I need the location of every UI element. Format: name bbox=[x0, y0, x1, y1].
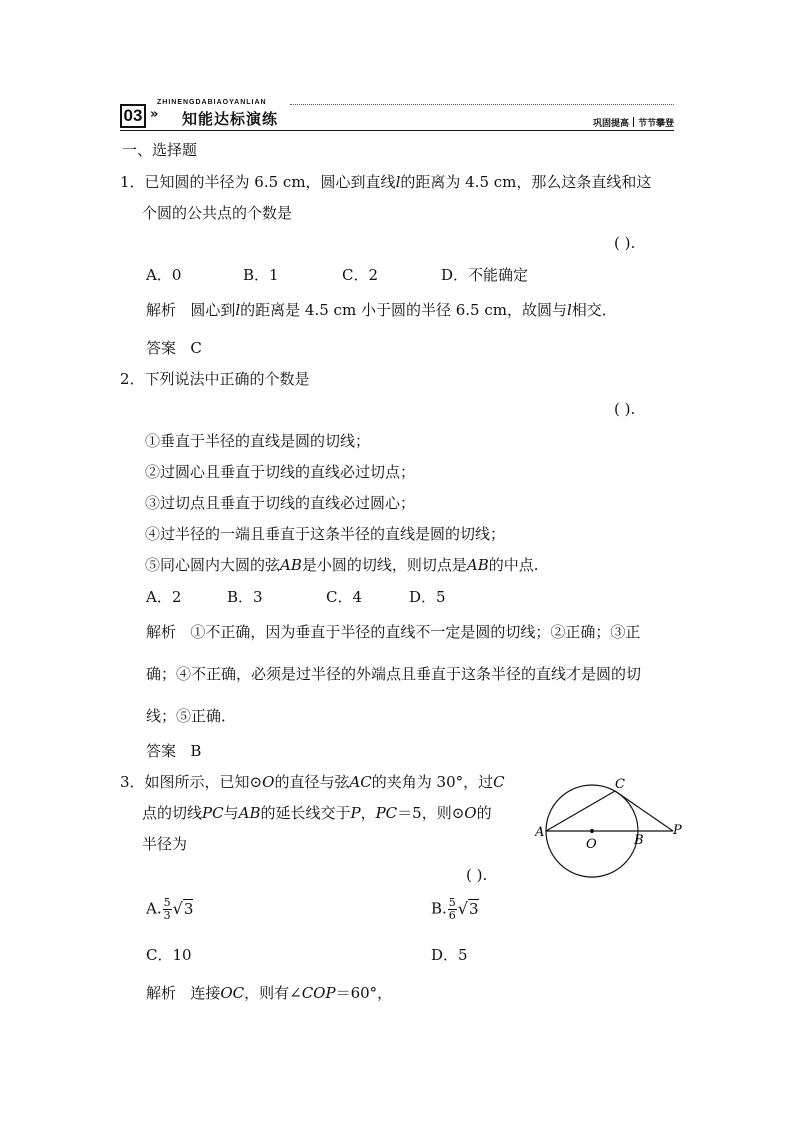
header-tag-left: 巩固提高 bbox=[592, 119, 629, 129]
analysis-label: 解析 bbox=[146, 984, 177, 1002]
radicand: 3 bbox=[183, 899, 194, 918]
q3-analysis-text: ，则有∠ bbox=[244, 984, 302, 1002]
q3-var: C bbox=[493, 773, 505, 791]
q1-text: 的距离为 4.5 cm，那么这条直线和这 bbox=[400, 173, 652, 191]
label-a: A bbox=[535, 825, 545, 840]
q3-stem-line1 bbox=[120, 771, 505, 792]
q3-text: 的延长线交于 bbox=[260, 804, 351, 822]
q1-analysis bbox=[146, 299, 617, 320]
fraction-denominator: 6 bbox=[448, 909, 456, 922]
q3-text: ＝5，则⊙ bbox=[397, 804, 465, 822]
q2-option-a: A．2 bbox=[146, 588, 182, 606]
q2-answer-value: B bbox=[190, 742, 202, 760]
q2-analysis-line3: 线；⑤正确． bbox=[146, 707, 237, 725]
header-dotted-rule bbox=[290, 104, 674, 105]
q3-var: PC bbox=[375, 804, 398, 822]
tag-separator bbox=[633, 117, 634, 127]
header-tags bbox=[593, 116, 674, 129]
header-tag-right: 节节攀登 bbox=[637, 119, 674, 129]
option-letter: A. bbox=[146, 899, 162, 918]
section-number-badge: 03 bbox=[120, 104, 146, 128]
q1-stem-line1 bbox=[120, 171, 651, 192]
center-point-o bbox=[590, 829, 594, 833]
section-pinyin: ZHINENGDABIAOYANLIAN bbox=[157, 99, 267, 106]
q2-analysis-line2: 确；④不正确，必须是过半径的外端点且垂直于这条半径的直线才是圆的切 bbox=[146, 665, 642, 683]
q3-var: COP bbox=[301, 984, 336, 1002]
q1-analysis-text: 相交． bbox=[571, 301, 617, 319]
q2-option-c: C．4 bbox=[326, 588, 363, 606]
chord-ac bbox=[546, 791, 615, 831]
q1-var-l: l bbox=[395, 173, 401, 191]
label-p: P bbox=[673, 823, 682, 838]
q2-statement-1: ①垂直于半径的直线是圆的切线； bbox=[145, 432, 371, 450]
q1-analysis-text: 的距离是 4.5 cm 小于圆的半径 6.5 cm，故圆与 bbox=[240, 301, 567, 319]
q2-statement-3: ③过切点且垂直于切线的直线必过圆心； bbox=[145, 494, 416, 512]
q3-var: AC bbox=[349, 773, 372, 791]
q1-option-c: C．2 bbox=[342, 266, 379, 284]
q2-var-ab: AB bbox=[280, 556, 302, 574]
q2-answer bbox=[146, 740, 201, 761]
q1-var-l: l bbox=[235, 301, 241, 319]
q3-var: AB bbox=[238, 804, 261, 822]
q3-var: P bbox=[350, 804, 361, 822]
q3-var: O bbox=[464, 804, 477, 822]
q3-analysis bbox=[146, 982, 392, 1003]
q3-text: 点的切线 bbox=[142, 804, 203, 822]
radical-sign: √ bbox=[457, 898, 468, 918]
q3-option-d: D．5 bbox=[431, 946, 468, 964]
q1-answer-value: C bbox=[190, 339, 202, 357]
q3-analysis-text: ＝60°， bbox=[335, 984, 393, 1002]
label-b: B bbox=[634, 833, 644, 848]
fraction bbox=[163, 897, 172, 922]
q3-text: ， bbox=[360, 804, 376, 822]
q3-var: PC bbox=[202, 804, 224, 822]
q3-text: 的夹角为 30°，过 bbox=[371, 773, 494, 791]
q3-option-b bbox=[431, 897, 479, 922]
radical-sign: √ bbox=[172, 898, 183, 918]
q1-stem-line2: 个圆的公共点的个数是 bbox=[142, 204, 293, 222]
q2-s5-text: 的中点. bbox=[488, 556, 539, 574]
label-c: C bbox=[615, 777, 625, 792]
tangent-pc bbox=[615, 791, 673, 831]
q3-answer-blank: ( ). bbox=[466, 866, 488, 884]
q2-var-ab: AB bbox=[466, 556, 489, 574]
q1-answer-blank: ( ). bbox=[614, 234, 636, 252]
question-group-heading: 一、选择题 bbox=[122, 141, 198, 159]
q3-stem-line3: 半径为 bbox=[142, 835, 188, 853]
q1-option-d: D．不能确定 bbox=[441, 266, 529, 284]
q3-var: O bbox=[262, 773, 275, 791]
q2-option-b: B．3 bbox=[227, 588, 263, 606]
q2-option-d: D．5 bbox=[409, 588, 446, 606]
fraction bbox=[448, 897, 457, 922]
header-rule bbox=[120, 130, 674, 131]
q1-option-b: B．1 bbox=[243, 266, 279, 284]
q3-text: 3．如图所示，已知⊙ bbox=[120, 773, 263, 791]
q3-option-c: C．10 bbox=[146, 946, 192, 964]
q3-analysis-text: 连接 bbox=[190, 984, 221, 1002]
q3-text: 与 bbox=[223, 804, 239, 822]
q2-analysis-text: ①不正确，因为垂直于半径的直线不一定是圆的切线；②正确；③正 bbox=[190, 623, 641, 641]
q3-var: OC bbox=[220, 984, 245, 1002]
q2-analysis-line1 bbox=[146, 621, 640, 642]
q2-s5-text: ⑤同心圆内大圆的弦 bbox=[145, 556, 281, 574]
q2-statement-2: ②过圆心且垂直于切线的直线必过切点； bbox=[145, 463, 416, 481]
analysis-label: 解析 bbox=[146, 301, 177, 319]
q3-text: 的直径与弦 bbox=[274, 773, 350, 791]
answer-label: 答案 bbox=[146, 742, 177, 760]
double-arrow-icon: » bbox=[150, 107, 159, 122]
analysis-label: 解析 bbox=[146, 623, 177, 641]
q3-stem-line2 bbox=[142, 802, 492, 823]
q1-option-a: A．0 bbox=[146, 266, 182, 284]
q1-answer bbox=[146, 337, 202, 358]
q1-var-l: l bbox=[566, 301, 572, 319]
q2-statement-4: ④过半径的一端且垂直于这条半径的直线是圆的切线； bbox=[145, 525, 506, 543]
q3-text: 的 bbox=[476, 804, 492, 822]
option-letter: B. bbox=[431, 899, 447, 918]
fraction-denominator: 3 bbox=[163, 909, 171, 922]
q2-stem: 2．下列说法中正确的个数是 bbox=[120, 370, 310, 388]
label-o: O bbox=[586, 837, 597, 852]
fraction-numerator: 5 bbox=[448, 896, 456, 909]
q2-answer-blank: ( ). bbox=[614, 400, 636, 418]
section-title: 知能达标演练 bbox=[182, 110, 279, 128]
q1-analysis-text: 圆心到 bbox=[190, 301, 236, 319]
radicand: 3 bbox=[469, 899, 479, 918]
q3-option-a bbox=[146, 897, 193, 922]
answer-label: 答案 bbox=[146, 339, 177, 357]
q1-text: 1．已知圆的半径为 6.5 cm，圆心到直线 bbox=[120, 173, 396, 191]
fraction-numerator: 5 bbox=[163, 896, 171, 909]
q3-circle-diagram bbox=[535, 768, 685, 880]
q2-statement-5 bbox=[145, 554, 539, 575]
q2-s5-text: 是小圆的切线，则切点是 bbox=[301, 556, 467, 574]
